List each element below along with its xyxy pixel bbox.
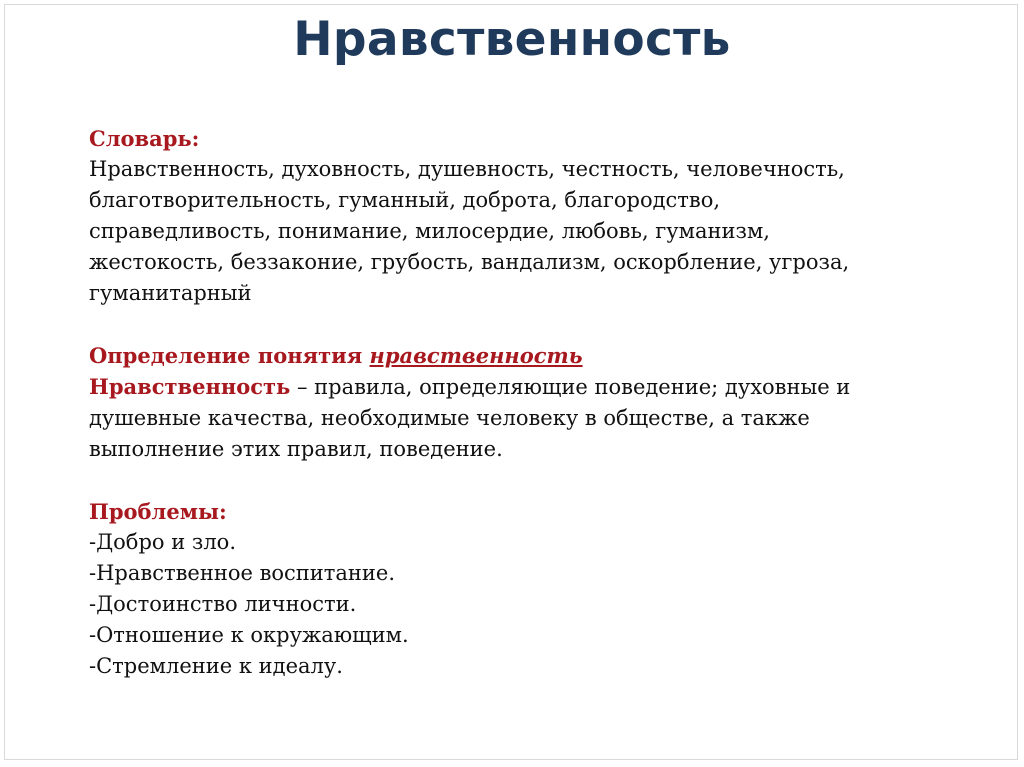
definition-term: Нравственность [89, 374, 291, 399]
definition-heading [89, 340, 949, 371]
definition-line-first [89, 371, 949, 403]
dictionary-line: Нравственность, духовность, душевность, честность, человечность, [89, 157, 845, 181]
problem-item: -Нравственное воспитание. [89, 561, 396, 585]
spacer [89, 309, 949, 340]
dictionary-heading: Словарь: [89, 126, 200, 151]
dictionary-line: благотворительность, гуманный, доброта, благородство, [89, 188, 721, 212]
page-title: Нравственность [293, 12, 731, 67]
definition-line: выполнение этих правил, поведение. [89, 437, 503, 461]
problem-item: -Стремление к идеалу. [89, 654, 343, 678]
dictionary-line: гуманитарный [89, 281, 252, 305]
problem-item: -Достоинство личности. [89, 592, 357, 616]
problem-item: -Добро и зло. [89, 530, 236, 554]
spacer [89, 465, 949, 496]
definition-text: – правила, определяющие поведение; духовные и [290, 375, 851, 399]
definition-heading-term: нравственность [369, 343, 583, 368]
dictionary-line: жестокость, беззаконие, грубость, вандализм, оскорбление, угроза, [89, 250, 850, 274]
definition-line: душевные качества, необходимые человеку в обществе, а также [89, 406, 810, 430]
definition-heading-prefix: Определение понятия [89, 343, 370, 368]
problems-heading: Проблемы: [89, 499, 227, 524]
dictionary-line: справедливость, понимание, милосердие, любовь, гуманизм, [89, 219, 770, 243]
problem-item: -Отношение к окружающим. [89, 623, 409, 647]
slide-content [89, 123, 949, 682]
